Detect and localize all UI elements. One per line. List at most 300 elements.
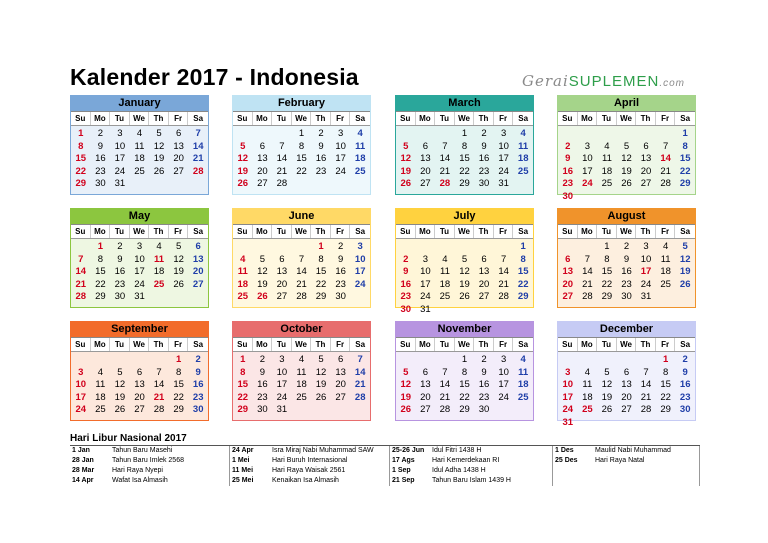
day-cell[interactable]: 27 xyxy=(257,178,268,189)
day-cell[interactable]: 19 xyxy=(400,391,412,403)
day-cell[interactable]: 1 xyxy=(461,354,468,365)
day-cell[interactable]: 1 xyxy=(318,241,324,252)
day-cell[interactable]: 16 xyxy=(478,379,490,390)
day-cell[interactable]: 19 xyxy=(173,266,184,277)
day-cell[interactable]: 27 xyxy=(640,178,652,189)
day-cell[interactable]: 6 xyxy=(259,140,265,152)
day-cell[interactable]: 6 xyxy=(175,128,182,139)
day-cell[interactable]: 6 xyxy=(422,366,428,378)
day-cell[interactable]: 18 xyxy=(95,391,106,403)
day-cell[interactable]: 12 xyxy=(400,153,412,164)
day-cell[interactable]: 11 xyxy=(134,140,145,152)
day-cell[interactable]: 25 xyxy=(134,165,145,177)
day-cell[interactable]: 7 xyxy=(298,253,305,265)
day-cell[interactable]: 14 xyxy=(276,153,288,164)
day-cell[interactable]: 17 xyxy=(498,153,509,164)
day-cell[interactable]: 17 xyxy=(354,266,366,277)
day-cell[interactable]: 5 xyxy=(240,140,246,152)
day-cell[interactable]: 6 xyxy=(136,366,143,378)
day-cell[interactable]: 4 xyxy=(298,354,305,365)
day-cell[interactable]: 27 xyxy=(478,291,490,302)
day-cell[interactable]: 8 xyxy=(662,366,669,378)
day-cell[interactable]: 19 xyxy=(621,165,632,177)
day-cell[interactable]: 2 xyxy=(259,354,265,365)
day-cell[interactable]: 27 xyxy=(621,404,632,415)
day-cell[interactable]: 8 xyxy=(520,253,526,265)
day-cell[interactable]: 6 xyxy=(643,140,649,152)
day-cell[interactable]: 1 xyxy=(682,128,688,139)
day-cell[interactable]: 22 xyxy=(679,165,691,177)
day-cell[interactable]: 2 xyxy=(318,128,324,139)
day-cell[interactable]: 24 xyxy=(354,278,366,290)
day-cell[interactable]: 2 xyxy=(623,241,630,252)
day-cell[interactable]: 31 xyxy=(420,303,431,315)
day-cell[interactable]: 12 xyxy=(315,366,327,378)
day-cell[interactable]: 10 xyxy=(354,253,366,265)
day-cell[interactable]: 2 xyxy=(481,128,487,139)
day-cell[interactable]: 14 xyxy=(439,379,451,390)
day-cell[interactable]: 1 xyxy=(604,241,610,252)
day-cell[interactable]: 25 xyxy=(439,291,451,302)
day-cell[interactable]: 9 xyxy=(403,266,409,277)
day-cell[interactable]: 15 xyxy=(601,266,613,277)
day-cell[interactable]: 3 xyxy=(500,128,507,139)
day-cell[interactable]: 16 xyxy=(192,379,204,390)
day-cell[interactable]: 17 xyxy=(562,391,574,403)
day-cell[interactable]: 2 xyxy=(195,354,201,365)
day-cell[interactable]: 20 xyxy=(640,165,652,177)
day-cell[interactable]: 1 xyxy=(97,241,103,252)
day-cell[interactable]: 10 xyxy=(75,379,87,390)
day-cell[interactable]: 2 xyxy=(97,128,103,139)
day-cell[interactable]: 5 xyxy=(318,354,324,365)
day-cell[interactable]: 28 xyxy=(153,404,165,415)
day-cell[interactable]: 2 xyxy=(682,354,688,365)
day-cell[interactable]: 23 xyxy=(257,391,268,403)
day-cell[interactable]: 6 xyxy=(337,354,344,365)
day-cell[interactable]: 18 xyxy=(517,153,529,164)
day-cell[interactable]: 1 xyxy=(78,128,84,139)
day-cell[interactable]: 26 xyxy=(400,404,412,415)
day-cell[interactable]: 8 xyxy=(461,366,468,378)
day-cell[interactable]: 11 xyxy=(439,266,450,277)
day-cell[interactable]: 20 xyxy=(562,278,574,290)
day-cell[interactable]: 16 xyxy=(95,153,106,164)
day-cell[interactable]: 20 xyxy=(192,266,204,277)
day-cell[interactable]: 14 xyxy=(296,266,307,277)
day-cell[interactable]: 28 xyxy=(660,178,671,189)
day-cell[interactable]: 21 xyxy=(660,165,671,177)
day-cell[interactable]: 3 xyxy=(643,241,649,252)
day-cell[interactable]: 19 xyxy=(237,165,249,177)
day-cell[interactable]: 31 xyxy=(640,291,652,302)
day-cell[interactable]: 28 xyxy=(354,391,366,403)
day-cell[interactable]: 7 xyxy=(78,253,84,265)
day-cell[interactable]: 9 xyxy=(97,140,103,152)
day-cell[interactable]: 17 xyxy=(276,379,288,390)
day-cell[interactable]: 28 xyxy=(640,404,652,415)
day-cell[interactable]: 26 xyxy=(459,291,470,302)
day-cell[interactable]: 16 xyxy=(315,153,327,164)
day-cell[interactable]: 5 xyxy=(461,253,468,265)
day-cell[interactable]: 14 xyxy=(354,366,366,378)
day-cell[interactable]: 27 xyxy=(335,391,346,403)
day-cell[interactable]: 21 xyxy=(582,278,593,290)
day-cell[interactable]: 10 xyxy=(420,266,431,277)
day-cell[interactable]: 10 xyxy=(498,366,509,378)
day-cell[interactable]: 17 xyxy=(75,391,87,403)
day-cell[interactable]: 1 xyxy=(175,354,182,365)
day-cell[interactable]: 13 xyxy=(420,153,431,164)
day-cell[interactable]: 13 xyxy=(276,266,288,277)
day-cell[interactable]: 1 xyxy=(240,354,246,365)
day-cell[interactable]: 15 xyxy=(237,379,249,390)
day-cell[interactable]: 5 xyxy=(117,366,123,378)
day-cell[interactable]: 4 xyxy=(662,241,669,252)
day-cell[interactable]: 3 xyxy=(357,241,363,252)
day-cell[interactable]: 9 xyxy=(623,253,630,265)
day-cell[interactable]: 14 xyxy=(582,266,593,277)
day-cell[interactable]: 21 xyxy=(640,391,652,403)
day-cell[interactable]: 25 xyxy=(660,278,671,290)
day-cell[interactable]: 31 xyxy=(562,416,574,428)
day-cell[interactable]: 30 xyxy=(257,404,268,415)
day-cell[interactable]: 10 xyxy=(335,140,346,152)
day-cell[interactable]: 13 xyxy=(192,253,204,265)
day-cell[interactable]: 6 xyxy=(623,366,630,378)
day-cell[interactable]: 4 xyxy=(584,366,590,378)
day-cell[interactable]: 3 xyxy=(584,140,590,152)
day-cell[interactable]: 15 xyxy=(679,153,691,164)
day-cell[interactable]: 21 xyxy=(153,391,165,403)
day-cell[interactable]: 4 xyxy=(97,366,103,378)
day-cell[interactable]: 8 xyxy=(97,253,103,265)
day-cell[interactable]: 16 xyxy=(562,165,574,177)
day-cell[interactable]: 7 xyxy=(500,253,507,265)
day-cell[interactable]: 29 xyxy=(459,404,470,415)
day-cell[interactable]: 23 xyxy=(114,278,126,290)
day-cell[interactable]: 28 xyxy=(75,291,87,302)
day-cell[interactable]: 27 xyxy=(276,291,288,302)
day-cell[interactable]: 12 xyxy=(400,379,412,390)
day-cell[interactable]: 12 xyxy=(621,153,632,164)
day-cell[interactable]: 22 xyxy=(660,391,671,403)
day-cell[interactable]: 17 xyxy=(420,278,431,290)
day-cell[interactable]: 13 xyxy=(257,153,268,164)
day-cell[interactable]: 25 xyxy=(237,291,249,302)
day-cell[interactable]: 21 xyxy=(296,278,307,290)
day-cell[interactable]: 16 xyxy=(257,379,268,390)
day-cell[interactable]: 1 xyxy=(298,128,305,139)
day-cell[interactable]: 7 xyxy=(156,366,162,378)
day-cell[interactable]: 27 xyxy=(173,165,184,177)
day-cell[interactable]: 26 xyxy=(621,178,632,189)
day-cell[interactable]: 11 xyxy=(518,366,529,378)
day-cell[interactable]: 4 xyxy=(520,128,526,139)
day-cell[interactable]: 22 xyxy=(95,278,106,290)
day-cell[interactable]: 12 xyxy=(601,379,613,390)
day-cell[interactable]: 6 xyxy=(481,253,487,265)
day-cell[interactable]: 24 xyxy=(114,165,126,177)
day-cell[interactable]: 26 xyxy=(237,178,249,189)
day-cell[interactable]: 11 xyxy=(660,253,671,265)
day-cell[interactable]: 11 xyxy=(154,253,165,265)
day-cell[interactable]: 2 xyxy=(403,253,409,265)
day-cell[interactable]: 18 xyxy=(517,379,529,390)
day-cell[interactable]: 12 xyxy=(153,140,165,152)
day-cell[interactable]: 22 xyxy=(459,391,470,403)
day-cell[interactable]: 21 xyxy=(439,391,451,403)
day-cell[interactable]: 25 xyxy=(153,278,165,290)
day-cell[interactable]: 21 xyxy=(439,165,451,177)
day-cell[interactable]: 10 xyxy=(582,153,593,164)
day-cell[interactable]: 17 xyxy=(498,379,509,390)
day-cell[interactable]: 30 xyxy=(192,404,204,415)
day-cell[interactable]: 8 xyxy=(298,140,305,152)
day-cell[interactable]: 6 xyxy=(195,241,201,252)
day-cell[interactable]: 11 xyxy=(95,379,106,390)
day-cell[interactable]: 24 xyxy=(335,165,346,177)
day-cell[interactable]: 25 xyxy=(582,404,593,415)
day-cell[interactable]: 22 xyxy=(296,165,307,177)
day-cell[interactable]: 7 xyxy=(442,140,448,152)
day-cell[interactable]: 3 xyxy=(565,366,571,378)
day-cell[interactable]: 28 xyxy=(498,291,509,302)
day-cell[interactable]: 29 xyxy=(660,404,671,415)
day-cell[interactable]: 15 xyxy=(517,266,529,277)
day-cell[interactable]: 13 xyxy=(562,266,574,277)
day-cell[interactable]: 28 xyxy=(439,404,451,415)
day-cell[interactable]: 29 xyxy=(95,291,106,302)
day-cell[interactable]: 6 xyxy=(565,253,571,265)
day-cell[interactable]: 14 xyxy=(192,140,204,152)
day-cell[interactable]: 17 xyxy=(114,153,126,164)
day-cell[interactable]: 6 xyxy=(422,140,428,152)
day-cell[interactable]: 30 xyxy=(562,190,574,202)
day-cell[interactable]: 11 xyxy=(518,140,529,152)
day-cell[interactable]: 17 xyxy=(134,266,145,277)
day-cell[interactable]: 19 xyxy=(601,391,613,403)
day-cell[interactable]: 27 xyxy=(420,178,431,189)
day-cell[interactable]: 14 xyxy=(498,266,509,277)
day-cell[interactable]: 16 xyxy=(679,379,691,390)
day-cell[interactable]: 8 xyxy=(78,140,84,152)
day-cell[interactable]: 10 xyxy=(114,140,126,152)
day-cell[interactable]: 22 xyxy=(315,278,327,290)
day-cell[interactable]: 17 xyxy=(640,266,652,277)
day-cell[interactable]: 19 xyxy=(114,391,126,403)
day-cell[interactable]: 13 xyxy=(640,153,652,164)
day-cell[interactable]: 27 xyxy=(562,291,574,302)
day-cell[interactable]: 30 xyxy=(679,404,691,415)
day-cell[interactable]: 19 xyxy=(679,266,691,277)
day-cell[interactable]: 30 xyxy=(114,291,126,302)
day-cell[interactable]: 9 xyxy=(318,140,324,152)
day-cell[interactable]: 28 xyxy=(439,178,451,189)
day-cell[interactable]: 15 xyxy=(315,266,327,277)
day-cell[interactable]: 15 xyxy=(296,153,307,164)
day-cell[interactable]: 4 xyxy=(136,128,143,139)
day-cell[interactable]: 23 xyxy=(562,178,574,189)
day-cell[interactable]: 23 xyxy=(192,391,204,403)
day-cell[interactable]: 3 xyxy=(337,128,344,139)
day-cell[interactable]: 29 xyxy=(173,404,184,415)
day-cell[interactable]: 16 xyxy=(400,278,412,290)
day-cell[interactable]: 21 xyxy=(354,379,366,390)
day-cell[interactable]: 7 xyxy=(279,140,285,152)
day-cell[interactable]: 24 xyxy=(640,278,652,290)
day-cell[interactable]: 22 xyxy=(517,278,529,290)
day-cell[interactable]: 18 xyxy=(153,266,165,277)
day-cell[interactable]: 29 xyxy=(517,291,529,302)
day-cell[interactable]: 26 xyxy=(173,278,184,290)
day-cell[interactable]: 8 xyxy=(175,366,182,378)
day-cell[interactable]: 2 xyxy=(337,241,344,252)
day-cell[interactable]: 29 xyxy=(315,291,327,302)
day-cell[interactable]: 18 xyxy=(660,266,671,277)
day-cell[interactable]: 18 xyxy=(237,278,249,290)
day-cell[interactable]: 7 xyxy=(584,253,590,265)
day-cell[interactable]: 16 xyxy=(478,153,490,164)
day-cell[interactable]: 24 xyxy=(75,404,87,415)
day-cell[interactable]: 4 xyxy=(520,354,526,365)
day-cell[interactable]: 21 xyxy=(75,278,87,290)
day-cell[interactable]: 17 xyxy=(582,165,593,177)
day-cell[interactable]: 27 xyxy=(420,404,431,415)
day-cell[interactable]: 24 xyxy=(498,391,509,403)
day-cell[interactable]: 14 xyxy=(75,266,87,277)
day-cell[interactable]: 2 xyxy=(565,140,571,152)
day-cell[interactable]: 9 xyxy=(195,366,201,378)
day-cell[interactable]: 15 xyxy=(173,379,184,390)
day-cell[interactable]: 26 xyxy=(153,165,165,177)
day-cell[interactable]: 19 xyxy=(257,278,268,290)
day-cell[interactable]: 2 xyxy=(117,241,123,252)
day-cell[interactable]: 9 xyxy=(259,366,265,378)
day-cell[interactable]: 28 xyxy=(296,291,307,302)
day-cell[interactable]: 20 xyxy=(335,379,346,390)
day-cell[interactable]: 18 xyxy=(439,278,451,290)
day-cell[interactable]: 16 xyxy=(335,266,346,277)
day-cell[interactable]: 10 xyxy=(276,366,288,378)
day-cell[interactable]: 8 xyxy=(461,140,468,152)
day-cell[interactable]: 9 xyxy=(337,253,344,265)
day-cell[interactable]: 20 xyxy=(478,278,490,290)
day-cell[interactable]: 5 xyxy=(623,140,630,152)
day-cell[interactable]: 4 xyxy=(240,253,246,265)
day-cell[interactable]: 3 xyxy=(136,241,143,252)
day-cell[interactable]: 7 xyxy=(662,140,669,152)
day-cell[interactable]: 23 xyxy=(335,278,346,290)
day-cell[interactable]: 2 xyxy=(481,354,487,365)
day-cell[interactable]: 8 xyxy=(682,140,688,152)
day-cell[interactable]: 23 xyxy=(478,391,490,403)
day-cell[interactable]: 13 xyxy=(173,140,184,152)
day-cell[interactable]: 3 xyxy=(279,354,285,365)
day-cell[interactable]: 19 xyxy=(459,278,470,290)
day-cell[interactable]: 31 xyxy=(134,291,145,302)
day-cell[interactable]: 22 xyxy=(173,391,184,403)
day-cell[interactable]: 22 xyxy=(75,165,87,177)
day-cell[interactable]: 18 xyxy=(296,379,307,390)
day-cell[interactable]: 5 xyxy=(156,128,162,139)
day-cell[interactable]: 15 xyxy=(459,153,470,164)
day-cell[interactable]: 22 xyxy=(459,165,470,177)
day-cell[interactable]: 30 xyxy=(335,291,346,302)
day-cell[interactable]: 29 xyxy=(75,178,87,189)
day-cell[interactable]: 8 xyxy=(604,253,610,265)
day-cell[interactable]: 30 xyxy=(400,303,412,315)
day-cell[interactable]: 19 xyxy=(153,153,165,164)
day-cell[interactable]: 5 xyxy=(259,253,265,265)
day-cell[interactable]: 30 xyxy=(95,178,106,189)
day-cell[interactable]: 10 xyxy=(498,140,509,152)
day-cell[interactable]: 23 xyxy=(679,391,691,403)
day-cell[interactable]: 31 xyxy=(114,178,126,189)
day-cell[interactable]: 10 xyxy=(134,253,145,265)
day-cell[interactable]: 5 xyxy=(403,366,409,378)
day-cell[interactable]: 20 xyxy=(173,153,184,164)
day-cell[interactable]: 11 xyxy=(296,366,307,378)
day-cell[interactable]: 11 xyxy=(355,140,366,152)
day-cell[interactable]: 3 xyxy=(78,366,84,378)
day-cell[interactable]: 12 xyxy=(173,253,184,265)
day-cell[interactable]: 15 xyxy=(459,379,470,390)
day-cell[interactable]: 1 xyxy=(461,128,468,139)
day-cell[interactable]: 22 xyxy=(601,278,613,290)
day-cell[interactable]: 26 xyxy=(400,178,412,189)
day-cell[interactable]: 4 xyxy=(156,241,162,252)
day-cell[interactable]: 6 xyxy=(279,253,285,265)
day-cell[interactable]: 23 xyxy=(621,278,632,290)
day-cell[interactable]: 25 xyxy=(296,391,307,403)
day-cell[interactable]: 20 xyxy=(420,391,431,403)
day-cell[interactable]: 19 xyxy=(400,165,412,177)
day-cell[interactable]: 20 xyxy=(621,391,632,403)
day-cell[interactable]: 15 xyxy=(660,379,671,390)
day-cell[interactable]: 12 xyxy=(679,253,691,265)
day-cell[interactable]: 5 xyxy=(403,140,409,152)
day-cell[interactable]: 26 xyxy=(679,278,691,290)
day-cell[interactable]: 29 xyxy=(679,178,691,189)
day-cell[interactable]: 26 xyxy=(315,391,327,403)
day-cell[interactable]: 12 xyxy=(459,266,470,277)
day-cell[interactable]: 8 xyxy=(240,366,246,378)
day-cell[interactable]: 25 xyxy=(95,404,106,415)
day-cell[interactable]: 21 xyxy=(276,165,288,177)
day-cell[interactable]: 20 xyxy=(134,391,145,403)
day-cell[interactable]: 27 xyxy=(192,278,204,290)
day-cell[interactable]: 12 xyxy=(114,379,126,390)
day-cell[interactable]: 9 xyxy=(117,253,123,265)
day-cell[interactable]: 28 xyxy=(276,178,288,189)
day-cell[interactable]: 23 xyxy=(478,165,490,177)
day-cell[interactable]: 20 xyxy=(420,165,431,177)
day-cell[interactable]: 3 xyxy=(500,354,507,365)
day-cell[interactable]: 5 xyxy=(682,241,688,252)
day-cell[interactable]: 9 xyxy=(565,153,571,164)
day-cell[interactable]: 25 xyxy=(354,165,366,177)
day-cell[interactable]: 28 xyxy=(582,291,593,302)
day-cell[interactable]: 15 xyxy=(95,266,106,277)
day-cell[interactable]: 14 xyxy=(640,379,652,390)
day-cell[interactable]: 27 xyxy=(134,404,145,415)
day-cell[interactable]: 12 xyxy=(257,266,268,277)
day-cell[interactable]: 7 xyxy=(195,128,201,139)
day-cell[interactable]: 24 xyxy=(276,391,288,403)
day-cell[interactable]: 26 xyxy=(257,291,268,302)
day-cell[interactable]: 23 xyxy=(315,165,327,177)
